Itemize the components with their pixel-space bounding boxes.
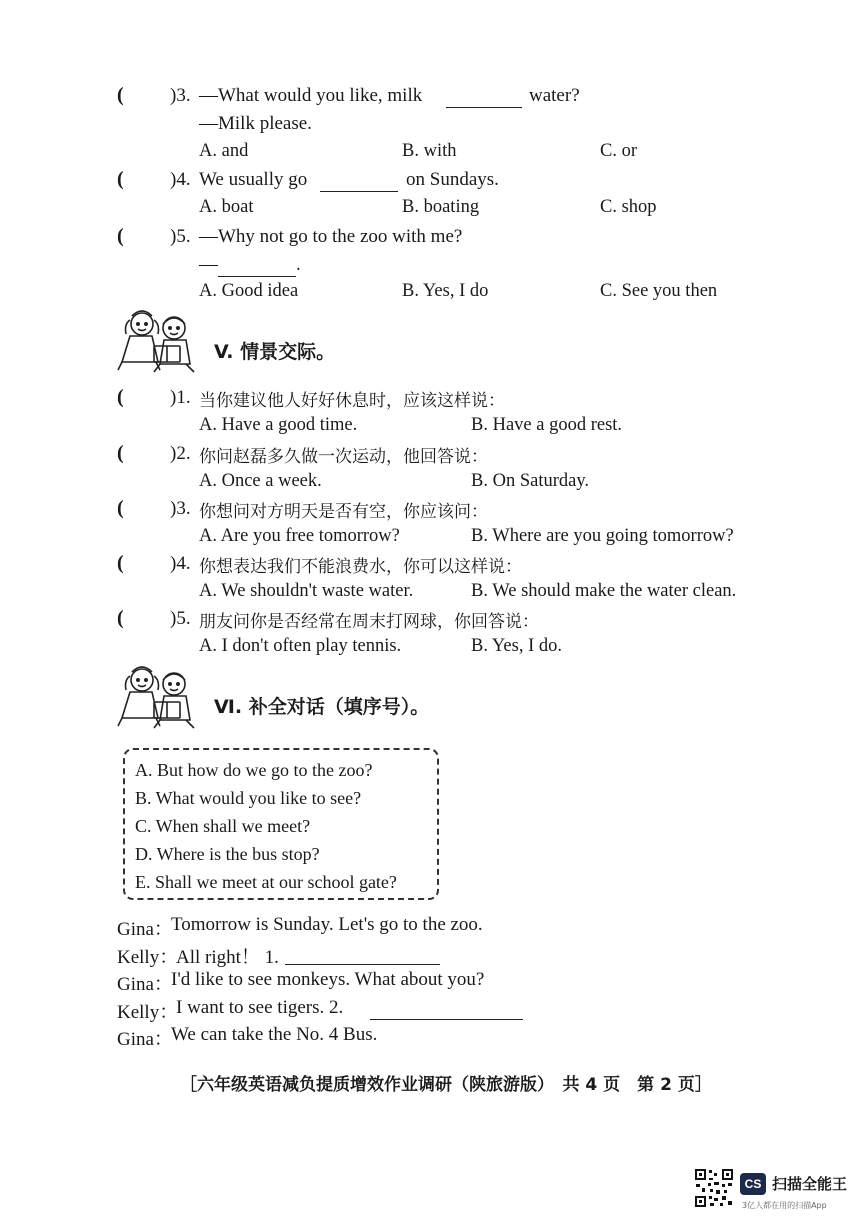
question-text-end: on Sundays. — [406, 169, 499, 190]
option-b[interactable]: B. On Saturday. — [471, 471, 590, 491]
dialog-text: We can take the No. 4 Bus. — [171, 1024, 378, 1045]
box-option-a: A. But how do we go to the zoo? — [135, 760, 373, 780]
speaker: Gina： — [117, 974, 173, 995]
question-number: )4. — [170, 169, 191, 190]
fill-blank[interactable] — [446, 93, 522, 108]
option-b[interactable]: B. with — [402, 141, 457, 161]
question-text-end: water? — [529, 85, 580, 106]
fill-blank[interactable] — [320, 177, 398, 192]
fill-blank[interactable] — [370, 1005, 523, 1020]
option-a[interactable]: A. Once a week. — [199, 471, 322, 491]
speaker: Gina： — [117, 1029, 173, 1050]
speaker: Gina： — [117, 919, 173, 940]
question-text: —Why not go to the zoo with me? — [199, 226, 463, 247]
camscanner-logo: CS — [740, 1173, 766, 1195]
answer-paren[interactable]: ( — [117, 225, 124, 247]
answer-paren[interactable]: ( — [117, 168, 124, 190]
question-text: 你问赵磊多久做一次运动，他回答说： — [199, 447, 488, 467]
box-option-c: C. When shall we meet? — [135, 816, 311, 836]
question-number: )1. — [170, 387, 191, 408]
question-number: )5. — [170, 608, 191, 629]
question-text: —What would you like, milk — [199, 85, 423, 106]
box-option-e: E. Shall we meet at our school gate? — [135, 872, 397, 892]
fill-blank[interactable] — [285, 950, 440, 965]
question-text: 朋友问你是否经常在周末打网球，你回答说： — [199, 612, 539, 632]
dialog-text: I want to see tigers. 2. — [176, 997, 344, 1018]
dialog-text: I'd like to see monkeys. What about you? — [171, 969, 485, 990]
answer-paren[interactable]: ( — [117, 497, 124, 519]
question-number: )3. — [170, 498, 191, 519]
option-b[interactable]: B. Yes, I do. — [471, 636, 562, 656]
answer-paren[interactable]: ( — [117, 386, 124, 408]
options-box — [123, 748, 439, 900]
answer-paren[interactable]: ( — [117, 552, 124, 574]
speaker: Kelly： — [117, 947, 179, 968]
question-text: 你想表达我们不能浪费水，你可以这样说： — [199, 557, 522, 577]
speaker: Kelly： — [117, 1002, 179, 1023]
question-text: 当你建议他人好好休息时，应该这样说： — [199, 391, 505, 411]
dialog-text: All right！ 1. — [176, 947, 279, 968]
option-c[interactable]: C. shop — [600, 197, 657, 217]
page-footer: ［六年级英语减负提质增效作业调研（陕旅游版） 共 4 页 第 2 页］ — [180, 1075, 712, 1095]
option-a[interactable]: A. We shouldn't waste water. — [199, 581, 414, 601]
kids-reading-icon — [116, 662, 204, 732]
option-a[interactable]: A. I don't often play tennis. — [199, 636, 402, 656]
option-a[interactable]: A. Are you free tomorrow? — [199, 526, 400, 546]
scanner-tagline: 3亿人都在用的扫描App — [742, 1201, 827, 1210]
reply-dash: — — [199, 254, 218, 275]
fill-blank[interactable] — [218, 262, 296, 277]
option-b[interactable]: B. Yes, I do — [402, 281, 489, 301]
answer-paren[interactable]: ( — [117, 442, 124, 464]
section-title: V. 情景交际。 — [214, 341, 336, 363]
question-number: )5. — [170, 226, 191, 247]
option-a[interactable]: A. Have a good time. — [199, 415, 358, 435]
kids-reading-icon — [116, 306, 204, 376]
question-number: )2. — [170, 443, 191, 464]
scanner-app-name: 扫描全能王 — [772, 1175, 848, 1193]
box-option-b: B. What would you like to see? — [135, 788, 362, 808]
option-c[interactable]: C. See you then — [600, 281, 718, 301]
question-text: We usually go — [199, 169, 308, 190]
question-number: )3. — [170, 85, 191, 106]
option-b[interactable]: B. We should make the water clean. — [471, 581, 737, 601]
option-a[interactable]: A. Good idea — [199, 281, 299, 301]
question-text: 你想问对方明天是否有空，你应该问： — [199, 502, 488, 522]
question-number: )4. — [170, 553, 191, 574]
option-a[interactable]: A. boat — [199, 197, 254, 217]
box-option-d: D. Where is the bus stop? — [135, 844, 320, 864]
dialog-text: Tomorrow is Sunday. Let's go to the zoo. — [171, 914, 483, 935]
question-reply: —Milk please. — [199, 113, 312, 134]
option-b[interactable]: B. Have a good rest. — [471, 415, 623, 435]
option-a[interactable]: A. and — [199, 141, 249, 161]
option-b[interactable]: B. boating — [402, 197, 480, 217]
qr-code-icon — [694, 1168, 734, 1208]
option-b[interactable]: B. Where are you going tomorrow? — [471, 526, 734, 546]
answer-paren[interactable]: ( — [117, 84, 124, 106]
reply-dot: . — [296, 254, 301, 275]
answer-paren[interactable]: ( — [117, 607, 124, 629]
section-title: Ⅵ. 补全对话（填序号）。 — [214, 696, 430, 718]
option-c[interactable]: C. or — [600, 141, 637, 161]
